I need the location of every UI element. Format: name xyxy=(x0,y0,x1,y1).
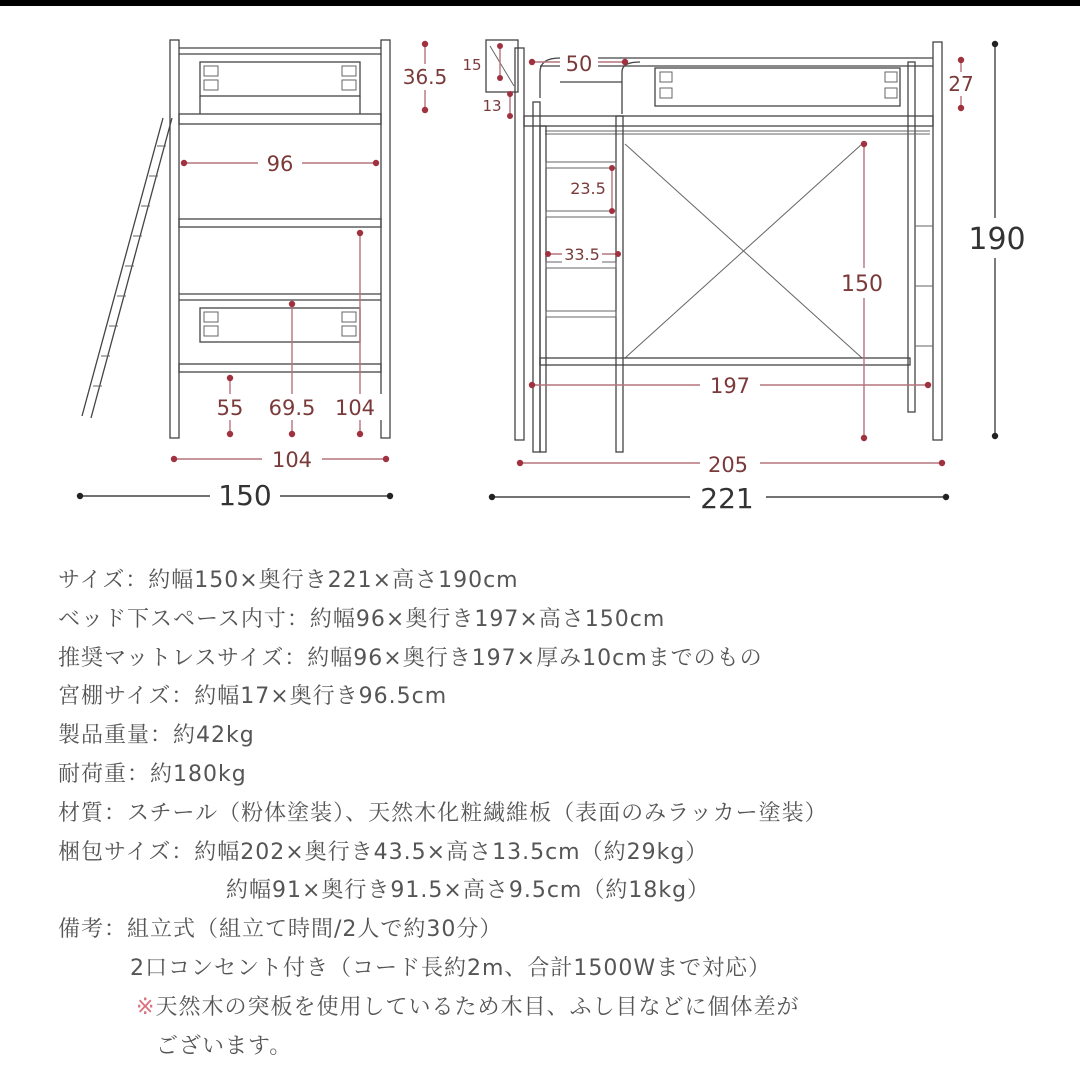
dim-190-total-height: 190 xyxy=(968,222,1026,257)
dim-150-height: 150 xyxy=(841,272,883,297)
dim-69-5: 69.5 xyxy=(268,396,316,420)
front-deck xyxy=(524,116,933,126)
spec-mattress-size: 推奨マットレスサイズ：約幅96×奥行き197×厚み10cmまでのもの xyxy=(58,645,763,671)
side-post-left xyxy=(170,40,179,438)
spec-material: 材質：スチール（粉体塗装）、天然木化粧繊維板（表面のみラッカー塗装） xyxy=(58,800,828,826)
dim-36-5: 36.5 xyxy=(402,65,448,89)
headboard-panel-top xyxy=(200,62,360,96)
dim-15: 15 xyxy=(462,56,482,74)
dim-104-width: 104 xyxy=(271,448,313,472)
dim-27: 27 xyxy=(948,72,974,96)
dim-13: 13 xyxy=(482,97,502,115)
spec-outlet: 2口コンセント付き（コード長約2m、合計1500Wまで対応） xyxy=(130,955,772,981)
front-post-inner-left xyxy=(533,102,540,452)
front-guard-panel xyxy=(655,68,900,106)
spec-list xyxy=(58,562,1048,1066)
dim-221-total-depth: 221 xyxy=(700,482,754,515)
dim-50: 50 xyxy=(565,52,593,76)
side-mid-rail xyxy=(179,219,381,227)
ladder-rail-right xyxy=(91,118,172,418)
ladder-front-rail xyxy=(616,116,623,452)
note-text: 天然木の突板を使用しているため木目、ふし目などに個体差が xyxy=(155,994,800,1020)
spec-package-size-2: 約幅91×奥行き91.5×高さ9.5cm（約18kg） xyxy=(226,878,711,904)
dim-150-total-width: 150 xyxy=(218,479,272,512)
spec-size: サイズ：約幅150×奥行き221×高さ190cm xyxy=(58,568,519,593)
front-post-left xyxy=(515,48,524,440)
product-sheet xyxy=(0,6,1080,1080)
spec-under-bed-space: ベッド下スペース内寸：約幅96×奥行き197×高さ150cm xyxy=(58,606,666,632)
side-view xyxy=(77,40,450,512)
spec-weight: 製品重量：約42kg xyxy=(58,723,255,749)
note-asterisk-mark: ※ xyxy=(136,994,156,1020)
front-post-right xyxy=(933,42,942,440)
dimension-drawing xyxy=(0,6,1080,546)
spec-wood-note xyxy=(58,989,1048,1028)
dim-197: 197 xyxy=(709,374,751,398)
dim-23-5: 23.5 xyxy=(570,179,606,198)
spec-wood-note-cont: ございます。 xyxy=(156,1033,293,1059)
dim-104-height: 104 xyxy=(334,396,376,420)
dim-33-5: 33.5 xyxy=(564,245,600,264)
dim-55: 55 xyxy=(216,396,244,420)
side-post-right xyxy=(381,40,390,438)
dim-96: 96 xyxy=(266,152,294,176)
front-view xyxy=(462,40,1032,515)
dim-205: 205 xyxy=(707,453,749,477)
spec-package-size-1: 梱包サイズ：約幅202×奥行き43.5×高さ13.5cm（約29kg） xyxy=(58,839,709,865)
spec-shelf-size: 宮棚サイズ：約幅17×奥行き96.5cm xyxy=(58,684,448,710)
spec-notes: 備考：組立式（組立て時間/2人で約30分） xyxy=(58,917,503,943)
headboard-panel-bottom xyxy=(200,308,360,342)
side-deck xyxy=(179,114,381,124)
spec-load-capacity: 耐荷重：約180kg xyxy=(58,761,247,787)
ladder-rail-left xyxy=(82,118,163,416)
